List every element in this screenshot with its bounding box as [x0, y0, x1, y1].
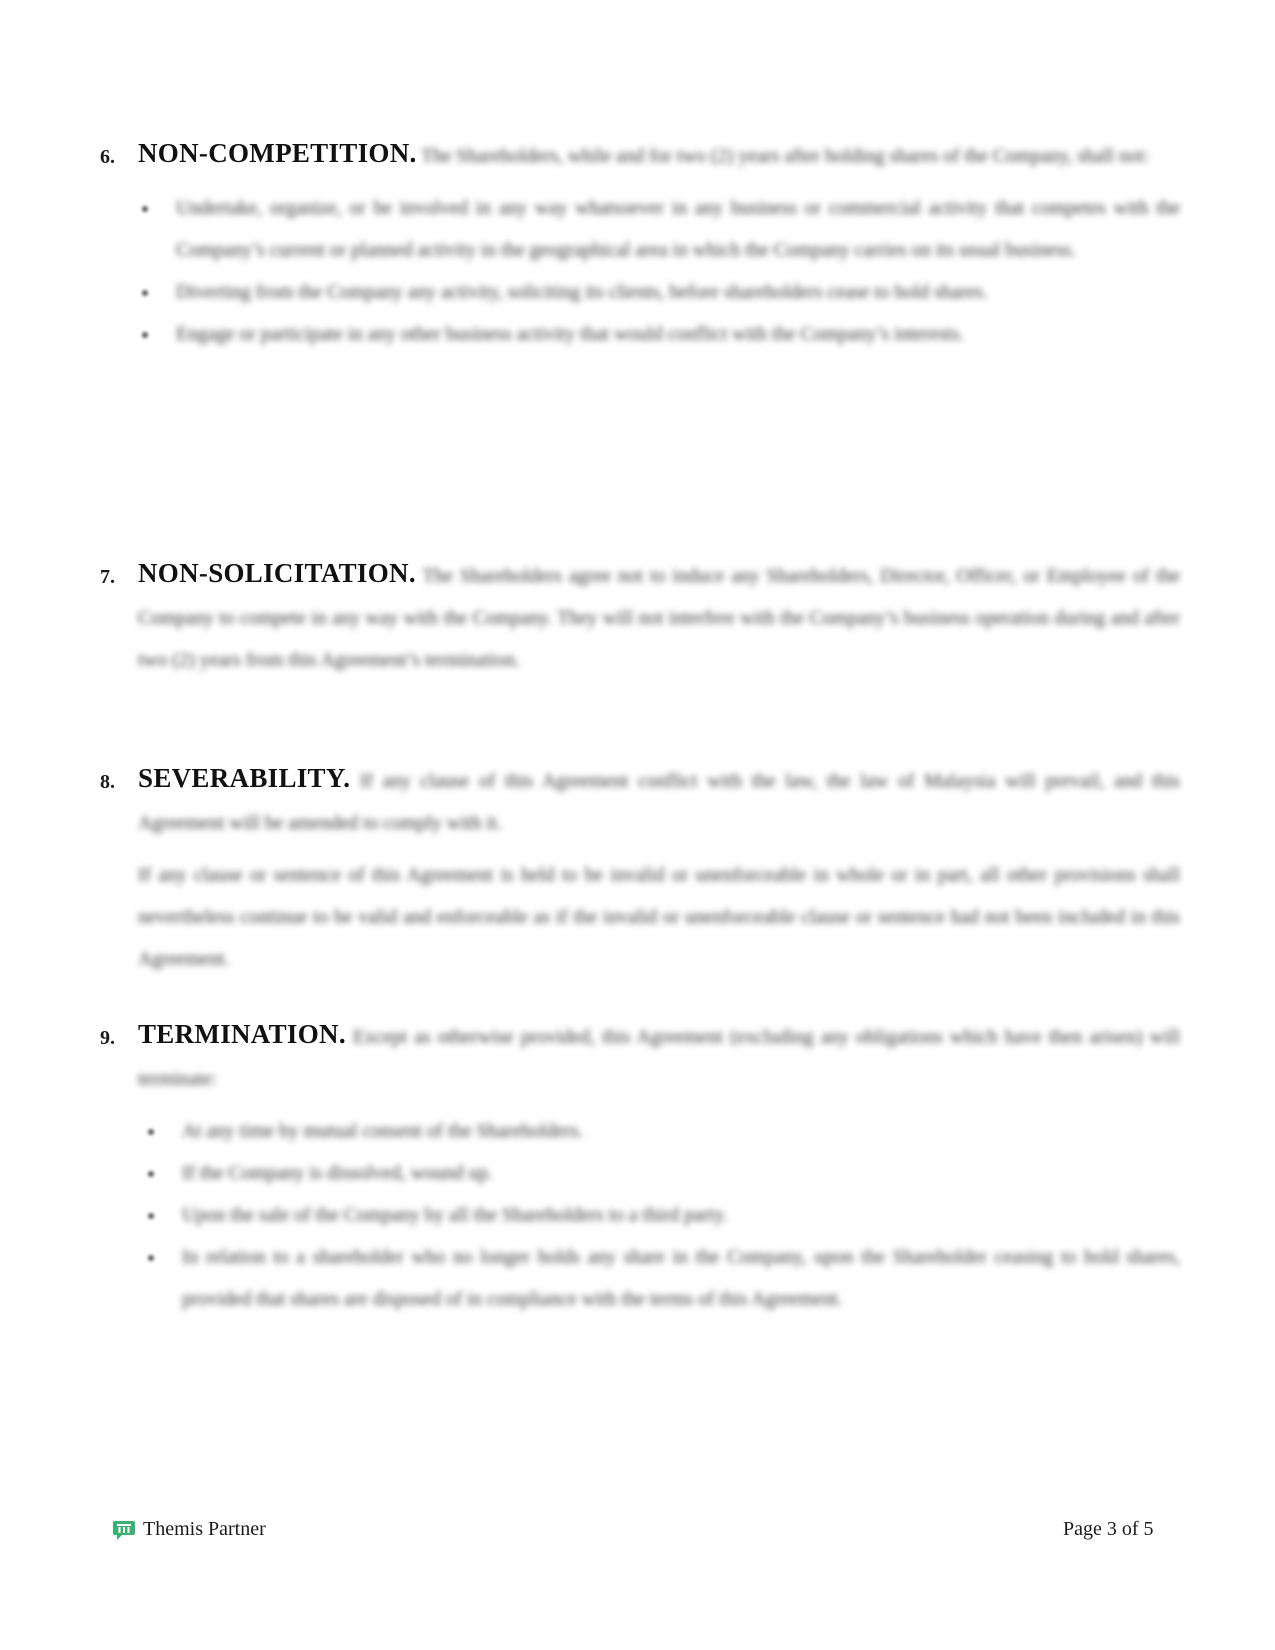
- section-number: 8.: [100, 771, 115, 793]
- section-title: TERMINATION.: [138, 1019, 346, 1049]
- section-severability: [100, 757, 1180, 981]
- section-number: 7.: [100, 566, 115, 588]
- section-title: SEVERABILITY.: [138, 763, 351, 793]
- section-termination: [100, 1013, 1180, 1321]
- section-intro: Except as otherwise provided, this Agreement (excluding any obligations which have then arisen) will terminate:: [138, 1027, 1180, 1090]
- section-number: 6.: [100, 146, 115, 168]
- section-non-solicitation: [100, 552, 1180, 682]
- section-intro: The Shareholders, while and for two (2) years after holding shares of the Company, shall not:: [421, 146, 1150, 167]
- bullet-icon: [148, 1171, 154, 1177]
- list-item: Diverting from the Company any activity, soliciting its clients, before shareholders cease to hold shares.: [176, 272, 1180, 314]
- list-item: In relation to a shareholder who no longer holds any share in the Company, upon the Shareholder ceasing to hold shares, provided that shares are disposed of in compliance with the terms of this Agreement.: [182, 1237, 1180, 1321]
- section-title: NON-COMPETITION.: [138, 138, 417, 168]
- section-non-competition: [100, 132, 1180, 356]
- bullet-icon: [148, 1255, 154, 1261]
- section-intro: The Shareholders agree not to induce any Shareholders, Director, Officer, or Employee of the Company to compete in any way with the Company. They will not interfere with the Company’s business operation during and after two (2) years from this Agreement’s termination.: [138, 566, 1180, 671]
- section-intro: If any clause of this Agreement conflict with the law, the law of Malaysia will prevail, and this Agreement will be amended to comply with it.: [138, 771, 1181, 834]
- page-footer: [0, 1518, 1275, 1558]
- footer-brand: [112, 1518, 266, 1541]
- bullet-icon: [142, 332, 148, 338]
- bullet-list: [138, 1111, 1180, 1321]
- section-number: 9.: [100, 1027, 115, 1049]
- section-title: NON-SOLICITATION.: [138, 558, 416, 588]
- bullet-icon: [142, 290, 148, 296]
- list-item: Engage or participate in any other business activity that would conflict with the Company’s interests.: [176, 314, 1180, 356]
- list-item: If the Company is dissolved, wound up.: [182, 1153, 1180, 1195]
- list-item: Undertake, organize, or be involved in any way whatsoever in any business or commercial activity that competes with the Company’s current or planned activity in the geographical area in which the Company carries on its usual business.: [176, 188, 1180, 272]
- bullet-icon: [142, 206, 148, 212]
- list-item: At any time by mutual consent of the Shareholders.: [182, 1111, 1180, 1153]
- bullet-icon: [148, 1213, 154, 1219]
- section-paragraph: If any clause or sentence of this Agreement is held to be invalid or unenforceable in whole or in part, all other provisions shall nevertheless continue to be valid and enforceable as if the invalid or unenforceable clause or sentence had not been included in this Agreement.: [138, 865, 1180, 970]
- bullet-icon: [148, 1129, 154, 1135]
- page-number: Page 3 of 5: [1063, 1518, 1154, 1540]
- themis-logo-icon: [112, 1519, 136, 1541]
- list-item: Upon the sale of the Company by all the Shareholders to a third party.: [182, 1195, 1180, 1237]
- bullet-list: [138, 188, 1180, 356]
- brand-name: Themis Partner: [143, 1518, 266, 1540]
